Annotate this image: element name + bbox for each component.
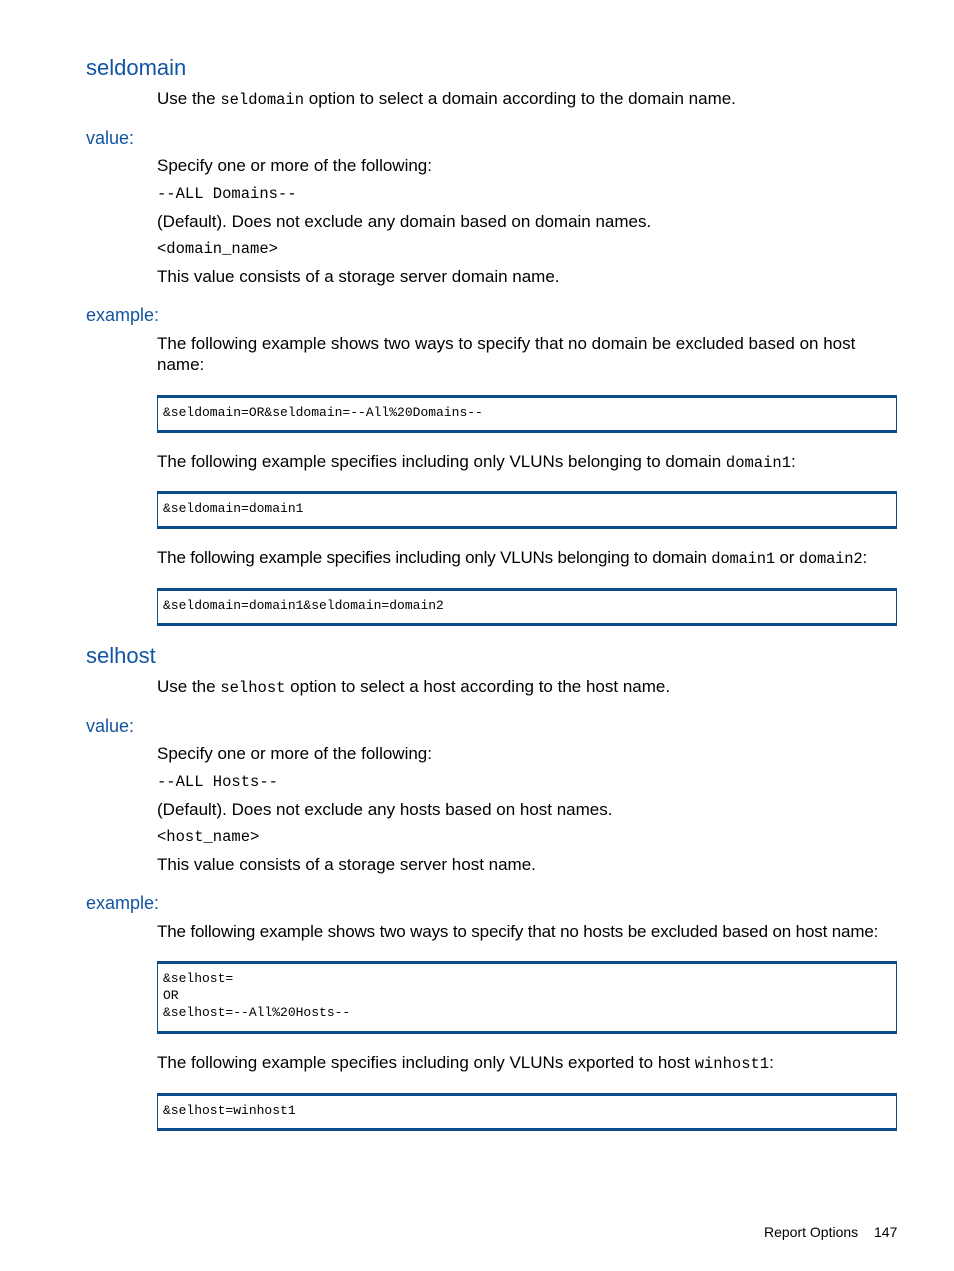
example-heading: example: [86, 893, 160, 913]
example-text: The following example specifies including only VLUNs exported to host winhost1: [157, 1053, 774, 1073]
option-code: <host_name> [157, 828, 260, 846]
option-code: <domain_name> [157, 240, 278, 258]
code-block [157, 491, 897, 529]
code-block [157, 1093, 897, 1131]
example-text: The following example shows two ways to specify that no hosts be excluded based on host name: [157, 922, 879, 941]
option-description: This value consists of a storage server host name. [157, 855, 536, 874]
selhost-intro: Use the selhost option to select a host according to the host name. [157, 677, 671, 697]
example-text: The following example shows two ways to specify that no domain be excluded based on host name: [157, 334, 856, 374]
option-description: This value consists of a storage server domain name. [157, 267, 560, 286]
inline-code: winhost1 [694, 1055, 770, 1073]
code-line: &seldomain=domain1 [163, 501, 304, 516]
option-code: --ALL Domains-- [157, 185, 297, 203]
footer-section-name: Report Options [764, 1224, 859, 1240]
code-block [157, 395, 897, 433]
option-code: --ALL Hosts-- [157, 773, 278, 791]
option-description: (Default). Does not exclude any hosts based on host names. [157, 800, 613, 819]
option-description: (Default). Does not exclude any domain based on domain names. [157, 212, 652, 231]
example-heading: example: [86, 305, 160, 325]
inline-code: domain1 [711, 550, 775, 568]
code-line: &selhost=--All%20Hosts-- [163, 1005, 351, 1020]
example-text: The following example specifies including only VLUNs belonging to domain domain1: [157, 452, 796, 472]
value-heading: value: [86, 128, 135, 148]
page-number: 147 [874, 1224, 898, 1240]
code-block [157, 588, 897, 626]
inline-code: domain1 [725, 454, 792, 472]
inline-code: selhost [220, 679, 286, 697]
specify-text: Specify one or more of the following: [157, 156, 432, 175]
specify-text: Specify one or more of the following: [157, 744, 432, 763]
code-block [157, 961, 897, 1034]
code-line: &seldomain=OR&seldomain=--All%20Domains-- [163, 405, 483, 420]
section-heading-selhost: selhost [86, 643, 156, 668]
code-line: &seldomain=domain1&seldomain=domain2 [163, 598, 444, 613]
value-heading: value: [86, 716, 135, 736]
seldomain-intro: Use the seldomain option to select a domain according to the domain name. [157, 89, 736, 109]
section-heading-seldomain: seldomain [86, 55, 187, 80]
inline-code: domain2 [798, 550, 863, 568]
code-line: &selhost= [163, 971, 234, 986]
inline-code: seldomain [220, 91, 305, 109]
code-line: &selhost=winhost1 [163, 1103, 296, 1118]
code-line: OR [163, 988, 179, 1003]
example-text: The following example specifies including only VLUNs belonging to domain domain1 or domain2: [157, 548, 868, 568]
